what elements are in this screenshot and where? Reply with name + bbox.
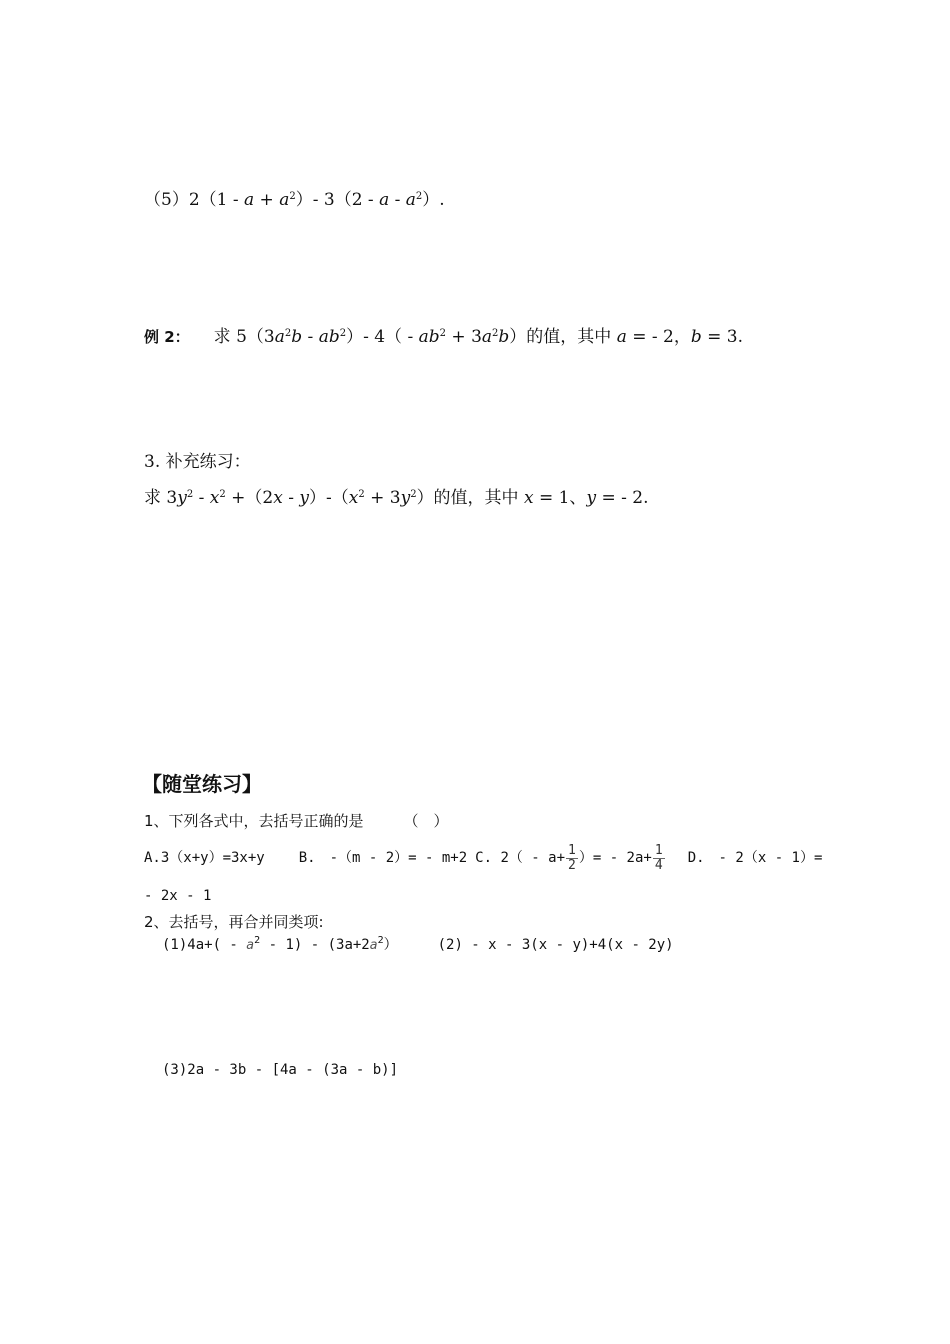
question-1-options [144,843,822,873]
fraction-one-half: $\frac{1}{2}$ [568,842,576,873]
answer-blank: （ ） [403,812,449,830]
option-a: A.3（x+y）=3x+y [144,850,265,866]
example-2-label: 例 2： [144,328,190,346]
part-2: (2) - x - 3(x - y)+4(x - 2y) [437,937,674,953]
question-1: 1、下列各式中，去括号正确的是 （ ） [144,812,449,830]
option-b: B. -（m - 2）= - m+2 [298,850,468,866]
question-2: 2、去括号，再合并同类项: [144,913,324,931]
option-c: C. 2（ - a+ $\frac{1}{2}$ ）= - 2a+ $\frac{1}{4}$ [475,842,663,873]
option-d: D. - 2（x - 1）= [687,850,823,866]
section-3-problem: 求 $3y^2 - x^2 +(2x - y)-(x^2 + 3y^2)$的值，其中 x = 1、y = - 2. [144,488,649,508]
option-d-continued: - 2x - 1 [144,888,212,904]
part-1: $(1)4a+( - a^2 - 1) - (3a+2a^2)$ [162,935,398,953]
problem-5-label: （5） [144,190,189,210]
problem-5: $(5)2(1 - a + a^2)-$ 3（2 - a - $a^2$）. [144,190,445,210]
section-3-heading: 3. 补充练习： [144,452,251,472]
question-2-part-1-2 [162,933,674,958]
question-2-part-3: (3)2a - 3b - [4a - (3a - b)] [162,1062,399,1078]
fraction-one-quarter: $\frac{1}{4}$ [654,842,663,873]
practice-heading: 【随堂练习】 [142,772,262,796]
example-2: 例 2： 求 $5(3a^2b - ab^2)-$ $4( - ab^2 + 3a^2b)$的值，其中 a = - 2，b = 3. [144,327,744,347]
